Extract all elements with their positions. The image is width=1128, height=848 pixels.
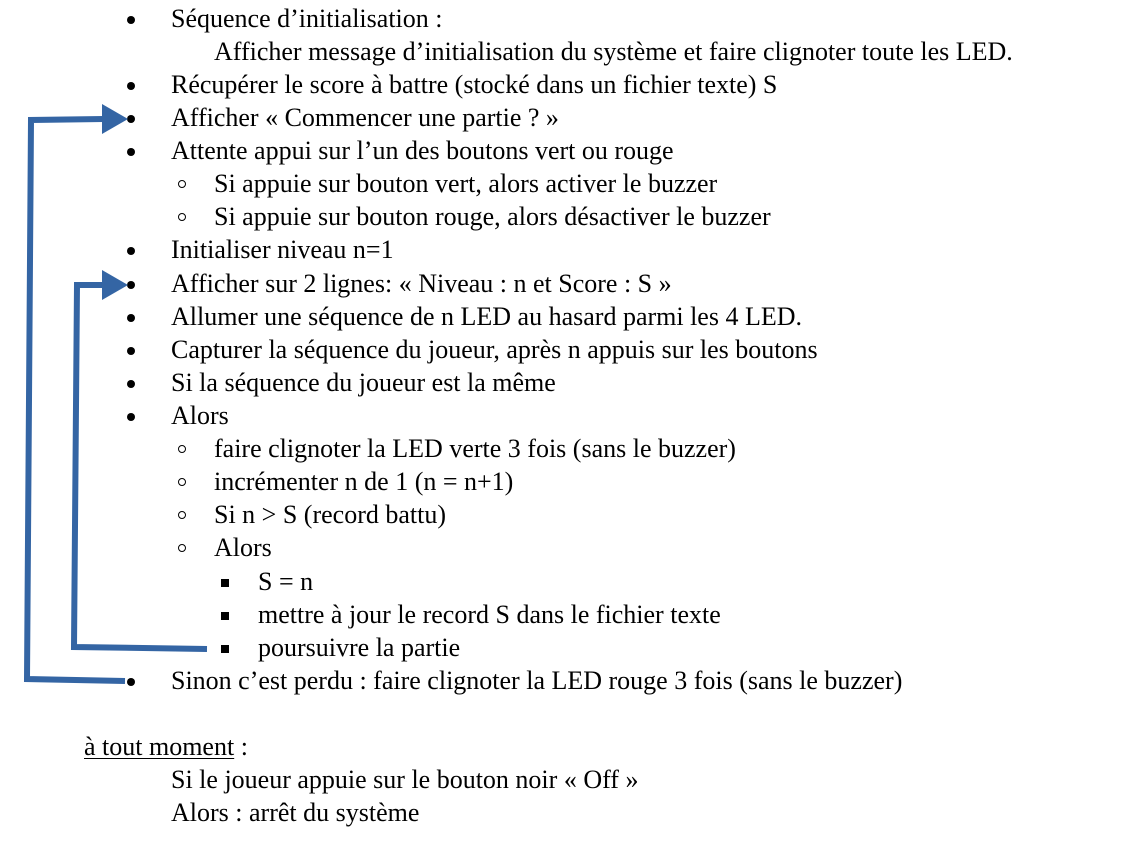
list-item-red-buzzer: Si appuie sur bouton rouge, alors désactiver le buzzer — [214, 202, 771, 231]
footer-heading-line — [84, 731, 248, 763]
list-item-update-record: mettre à jour le record S dans le fichier texte — [258, 600, 721, 629]
outer-loop-arrow-line — [27, 119, 125, 681]
outer-loop-arrowhead-icon — [102, 104, 128, 134]
list-item-green-buzzer: Si appuie sur bouton vert, alors activer le buzzer — [214, 169, 718, 198]
list-item-then: Alors — [171, 401, 229, 430]
list-item-continue-game: poursuivre la partie — [258, 633, 461, 662]
list-item-compare-sequence: Si la séquence du joueur est la même — [171, 368, 556, 397]
list-item-set-s: S = n — [258, 567, 314, 596]
list-item-init-level: Initialiser niveau n=1 — [171, 235, 394, 264]
list-item-increment-n: incrémenter n de 1 (n = n+1) — [214, 467, 514, 496]
footer-heading-suffix: : — [234, 732, 248, 761]
list-item-wait-button: Attente appui sur l’un des boutons vert ou rouge — [171, 136, 674, 165]
footer-heading: à tout moment — [84, 732, 235, 761]
list-item-init-sequence: Séquence d’initialisation : — [171, 4, 443, 33]
list-item-capture-sequence: Capturer la séquence du joueur, après n appuis sur les boutons — [171, 335, 818, 364]
list-item-get-score: Récupérer le score à battre (stocké dans un fichier texte) S — [171, 70, 778, 99]
inner-loop-arrowhead-icon — [102, 270, 128, 300]
list-item-then-sub: Alors — [214, 533, 272, 562]
footer-line-1: Si le joueur appuie sur le bouton noir « Off » — [171, 765, 639, 794]
list-item-blink-green: faire clignoter la LED verte 3 fois (sans le buzzer) — [214, 434, 736, 463]
list-item-game-lost: Sinon c’est perdu : faire clignoter la LED rouge 3 fois (sans le buzzer) — [171, 666, 903, 695]
list-item-start-prompt: Afficher « Commencer une partie ? » — [171, 103, 559, 132]
list-item-show-level-score: Afficher sur 2 lignes: « Niveau : n et Score : S » — [171, 269, 672, 298]
list-item-init-message: Afficher message d’initialisation du système et faire clignoter toute les LED. — [214, 37, 1013, 66]
list-item-record-check: Si n > S (record battu) — [214, 500, 447, 529]
list-item-light-sequence: Allumer une séquence de n LED au hasard parmi les 4 LED. — [171, 302, 803, 331]
footer-line-2: Alors : arrêt du système — [171, 798, 420, 827]
